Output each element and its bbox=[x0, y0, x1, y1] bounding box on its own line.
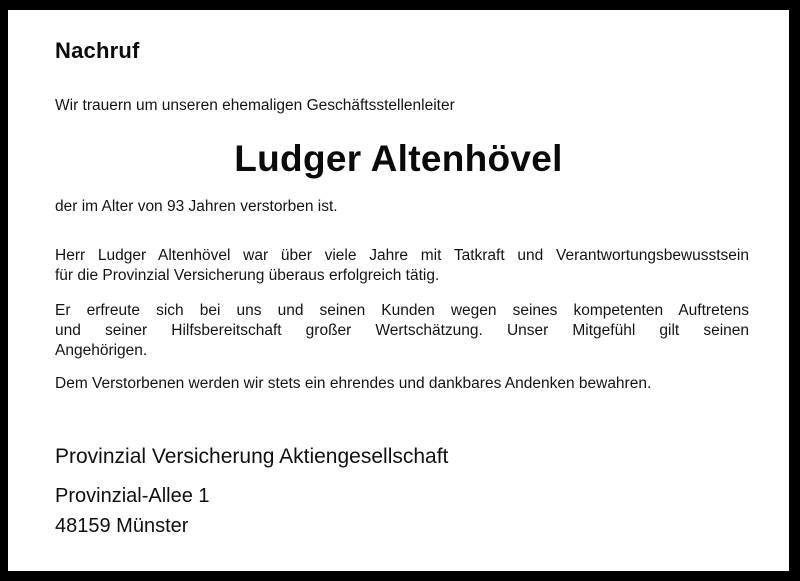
paragraph-career bbox=[55, 246, 749, 286]
notice-heading: Nachruf bbox=[55, 38, 140, 63]
paragraph-career-line-2: für die Provinzial Versicherung überaus erfolgreich tätig. bbox=[55, 267, 440, 284]
paragraph-esteem bbox=[55, 301, 749, 361]
deceased-name: Ludger Altenhövel bbox=[234, 138, 563, 179]
paragraph-career-line-1: Herr Ludger Altenhövel war über viele Jahre mit Tatkraft und Verantwortungsbewusstsein bbox=[55, 247, 749, 264]
age-line: der im Alter von 93 Jahren verstorben ist. bbox=[55, 198, 338, 215]
paragraph-esteem-line-3: Angehörigen. bbox=[55, 342, 148, 359]
signature-address-street: Provinzial-Allee 1 bbox=[55, 485, 210, 507]
signature-company-name: Provinzial Versicherung Aktiengesellschaft bbox=[55, 445, 449, 468]
paragraph-esteem-line-1: Er erfreute sich bei uns und seinen Kunden wegen seines kompetenten Auftretens bbox=[55, 302, 749, 319]
paragraph-esteem-line-2: und seiner Hilfsbereitschaft großer Wertschätzung. Unser Mitgefühl gilt seinen bbox=[55, 322, 749, 339]
paragraph-remembrance: Dem Verstorbenen werden wir stets ein ehrendes und dankbares Andenken bewahren. bbox=[55, 375, 652, 392]
mourning-intro-line: Wir trauern um unseren ehemaligen Geschäftsstellenleiter bbox=[55, 97, 455, 114]
signature-address-city: 48159 Münster bbox=[55, 515, 189, 537]
